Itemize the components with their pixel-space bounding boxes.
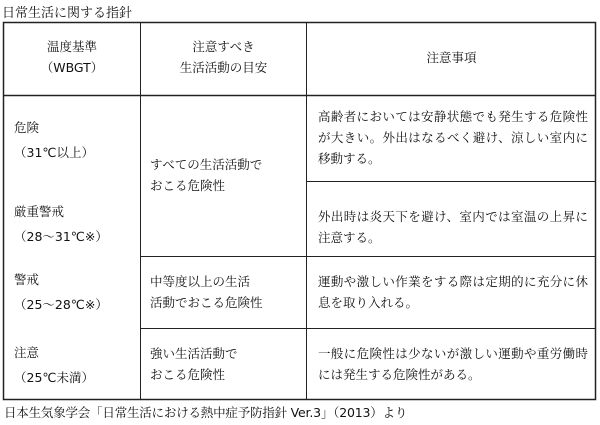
page-title: 日常生活に関する指針 [2, 6, 133, 21]
activity-line: すべての生活活動で [150, 157, 263, 172]
level-severe-warning [14, 201, 108, 247]
level-range: （28～31℃※） [14, 229, 108, 244]
header-temperature-label: 温度基準 [46, 39, 97, 54]
note-danger: 高齢者においては安静状態でも発生する危険性が大きい。外出はなるべく避け、涼しい室内に移動する。 [318, 109, 588, 166]
level-caution [14, 342, 94, 388]
source-citation: 日本生気象学会「日常生活における熱中症予防指針 Ver.3」（2013）より [4, 405, 408, 420]
level-range: （31℃以上） [14, 145, 94, 160]
header-temperature [4, 36, 140, 78]
note-warning: 運動や激しい作業をする際は定期的に充分に休息を取り入れる。 [318, 274, 588, 310]
header-notes: 注意事項 [426, 50, 477, 65]
header-activity-line2: 生活活動の目安 [179, 60, 268, 75]
activity-line: おこる危険性 [150, 367, 226, 382]
level-name: 注意 [14, 345, 40, 360]
level-range: （25～28℃※） [14, 297, 108, 312]
activity-line: 活動でおこる危険性 [150, 295, 263, 310]
activity-line: 中等度以上の生活 [150, 274, 251, 289]
activity-line: 強い生活活動で [150, 346, 238, 361]
level-name: 危険 [14, 120, 40, 135]
activity-strong [150, 343, 238, 385]
level-danger [14, 117, 94, 163]
header-wbgt-label: （WBGT） [40, 60, 104, 75]
level-warning [14, 269, 108, 315]
activity-line: おこる危険性 [150, 178, 226, 193]
activity-all [150, 154, 262, 196]
header-activity-line1: 注意すべき [192, 39, 255, 54]
header-activity [141, 36, 306, 78]
note-caution: 一般に危険性は少ないが激しい運動や重労働時には発生する危険性がある。 [318, 346, 588, 382]
level-name: 警戒 [14, 272, 40, 287]
activity-moderate [150, 271, 263, 313]
note-severe-warning: 外出時は炎天下を避け、室内では室温の上昇に注意する。 [318, 209, 588, 245]
level-range: （25℃未満） [14, 370, 94, 385]
level-name: 厳重警戒 [14, 204, 65, 219]
